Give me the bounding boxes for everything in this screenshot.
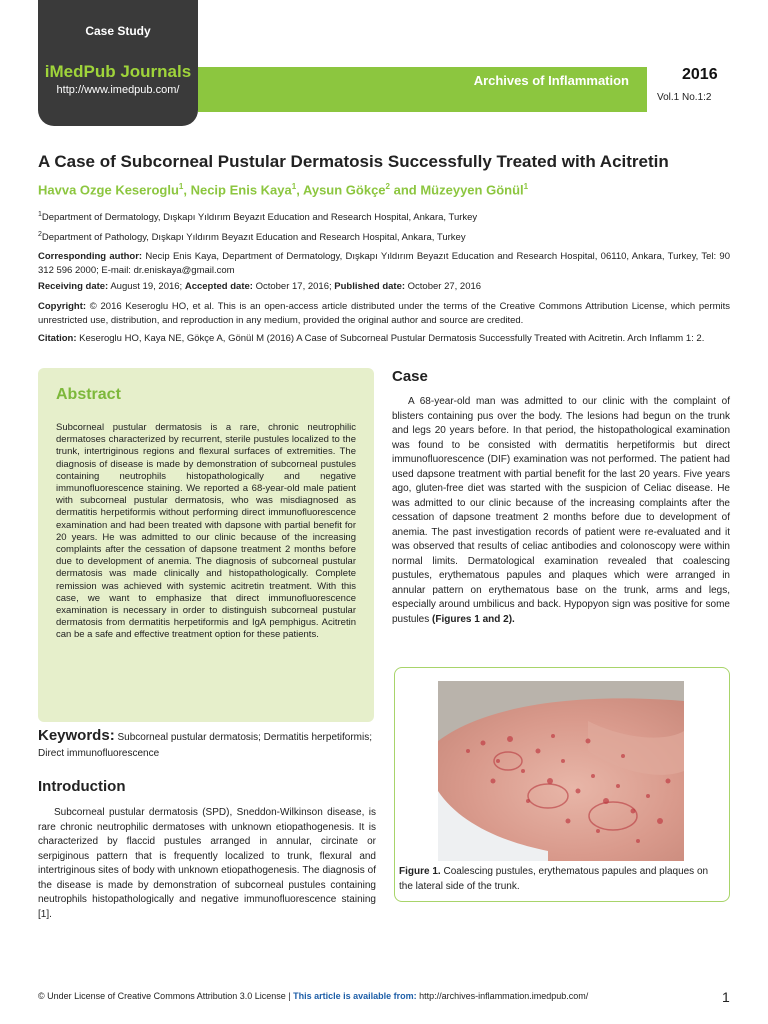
corresponding-author [38, 250, 730, 278]
author-affiliation-marker: 1 [291, 182, 297, 191]
case-body: A 68-year-old man was admitted to our clinic with the complaint of blisters containing pus over the body. The lesions had begun on the trunk and legs 20 years before. In that period, the histopathological examination was found to be consisted with dermatitis herpetiformis but direct immunofluorescence (DIF) examination was not performed. The patient had used dapsone treatment with partial benefit for the last 20 years. Five years ago, gluten-free diet was started with the suspicion of Celiac disease. He was admitted to our clinic because of the increasing complaints after the cessation of dapsone treatment 2 months before due to development of anemia. The past investigation records of patient were re-evaluated and it was observed that results of celiac antibodies and colonoscopy were within normal limits. Dermatological examination revealed that coalescing pustules, erythematous papules and plaques which were arranged in annular pattern on erythematous base on the trunk, arms and legs, especially around umbilicus and back. Hypopyon sign was positive for some pustules [392, 396, 730, 625]
figure-reference[interactable]: (Figures 1 and 2). [432, 613, 515, 625]
figure-label: Figure 1. [399, 866, 441, 877]
issue-year: 2016 [682, 66, 718, 83]
header-tab [38, 0, 198, 126]
author-name: Havva Ozge Keseroglu [38, 182, 179, 198]
journal-band [198, 67, 647, 112]
affiliation-marker: 1 [38, 211, 42, 218]
abstract-box [38, 368, 374, 722]
abstract-heading: Abstract [56, 386, 121, 403]
author-name: Aysun Gökçe [302, 182, 386, 198]
author-affiliation-marker: 1 [178, 182, 184, 191]
case-heading: Case [392, 368, 428, 385]
article-title: A Case of Subcorneal Pustular Dermatosis Successfully Treated with Acitretin [38, 152, 669, 171]
author-affiliation-marker: 2 [385, 182, 390, 191]
affiliation-text: Department of Dermatology, Dışkapı Yıldırım Beyazıt Education and Research Hospital, Ankara, Turkey [41, 212, 478, 224]
affiliation-1 [38, 208, 730, 225]
affiliation-text: Department of Pathology, Dışkapı Yıldırım Beyazıt Education and Research Hospital, Ankara, Turkey [41, 232, 466, 244]
introduction-heading: Introduction [38, 778, 126, 795]
article-dates [38, 280, 730, 294]
author-list [38, 182, 738, 197]
keywords-label: Keywords: [38, 727, 115, 744]
author-name: Müzeyyen Gönül [420, 182, 524, 198]
journal-name: Archives of Inflammation [473, 73, 629, 88]
figure-1 [394, 667, 730, 902]
footer-license: © Under License of Creative Commons Attribution 3.0 License | [38, 991, 294, 1001]
citation [38, 332, 730, 346]
accepted-label: Accepted date: [184, 281, 253, 292]
keywords-text: Subcorneal pustular dermatosis; Dermatitis herpetiformis; Direct immunofluorescence [38, 732, 373, 759]
received-label: Receiving date: [38, 281, 109, 292]
page-number: 1 [722, 989, 730, 1005]
introduction-text: Subcorneal pustular dermatosis (SPD), Sneddon-Wilkinson disease, is rare chronic neutrophilic dermatoses with unknown etiopathogenesis. It is characterized by flaccid pustules arranged in annular, circinate or serpiginous pattern that is frequently localized to trunk, flexural and intertriginous sites of body with unknown etiopathogenesis. The diagnosis of the disease is made by demonstration of subcorneal pustules containing neutrophils histopathologically and negative immunofluorescence staining [1]. [38, 807, 376, 920]
corresponding-label: Corresponding author: [38, 251, 143, 262]
brand-name: iMedPub Journals [44, 62, 192, 81]
published-label: Published date: [334, 281, 406, 292]
issue-volume: Vol.1 No.1:2 [657, 92, 712, 103]
copyright-label: Copyright: [38, 301, 87, 312]
author-separator: and [390, 182, 421, 198]
brand-url[interactable]: http://www.imedpub.com/ [56, 84, 180, 96]
author-name: Necip Enis Kaya [190, 182, 292, 198]
citation-text: Keseroglu HO, Kaya NE, Gökçe A, Gönül M (2016) A Case of Subcorneal Pustular Dermatosis Successfully Treated with Acitretin. Arch Inflamm 1: 2. [79, 333, 705, 344]
figure-1-caption [399, 865, 719, 894]
page-footer [38, 991, 588, 1001]
keywords [38, 728, 378, 762]
footer-url[interactable]: http://archives-inflammation.imedpub.com/ [416, 991, 589, 1001]
author-separator: , [183, 182, 191, 198]
citation-label: Citation: [38, 333, 77, 344]
case-study-label: Case Study [85, 24, 151, 38]
abstract-text: Subcorneal pustular dermatosis is a rare, chronic neutrophilic dermatoses characterized by recurrent, sterile pustules localized to the trunk, intertriginous regions and flexural surfaces of extremities. The diagnosis of disease is made by demonstration of subcorneal pustules containing neutrophils histopathologically and negative immunofluorescence staining. We reported a 68-year-old male patient with subcorneal pustular dermatosis, who was misdiagnosed as dermatitis herpetiformis without performing direct immunofluorescence examination and had been treated with dapsone with partial benefit for 20 years. He was admitted to our clinic because of the increasing complaints after the cessation of dapsone treatment 2 months before due to development of anemia. The diagnosis of subcorneal pustular dermatosis was made clinically and histopathologically. Complete remission was achieved with systemic acitretin treatment. With this case, we want to emphasize that direct immunofluorescence examination is necessary in order to distinguish subcorneal pustular dermatosis from dermatitis herpetiformis and IgA pemphigus. Acitretin can be a safe and effective treatment option for these patients. [56, 422, 356, 641]
footer-available-label: This article is available from: [293, 991, 417, 1001]
corresponding-text[interactable]: Necip Enis Kaya, Department of Dermatology, Dışkapı Yıldırım Beyazıt Education and Research Hospital, 06110, Ankara, Turkey, Tel: 90 312 596 2000; E-mail: dr.eniskaya@gmail.com [38, 251, 730, 276]
copyright-notice [38, 300, 730, 328]
author-separator: , [296, 182, 303, 198]
received-date: August 19, 2016; [110, 281, 183, 292]
figure-caption-text: Coalescing pustules, erythematous papules and plaques on the lateral side of the trunk. [399, 866, 709, 892]
affiliation-marker: 2 [38, 231, 42, 238]
accepted-date: October 17, 2016; [255, 281, 332, 292]
case-text [392, 395, 730, 627]
copyright-text: © 2016 Keseroglu HO, et al. This is an open-access article distributed under the terms of the Creative Commons Attribution License, which permits unrestricted use, distribution, and reproduction in any medium, provided the original author and source are credited. [38, 301, 730, 326]
published-date: October 27, 2016 [407, 281, 482, 292]
figure-1-photo [438, 681, 684, 861]
author-affiliation-marker: 1 [523, 182, 529, 191]
affiliation-2 [38, 228, 730, 245]
